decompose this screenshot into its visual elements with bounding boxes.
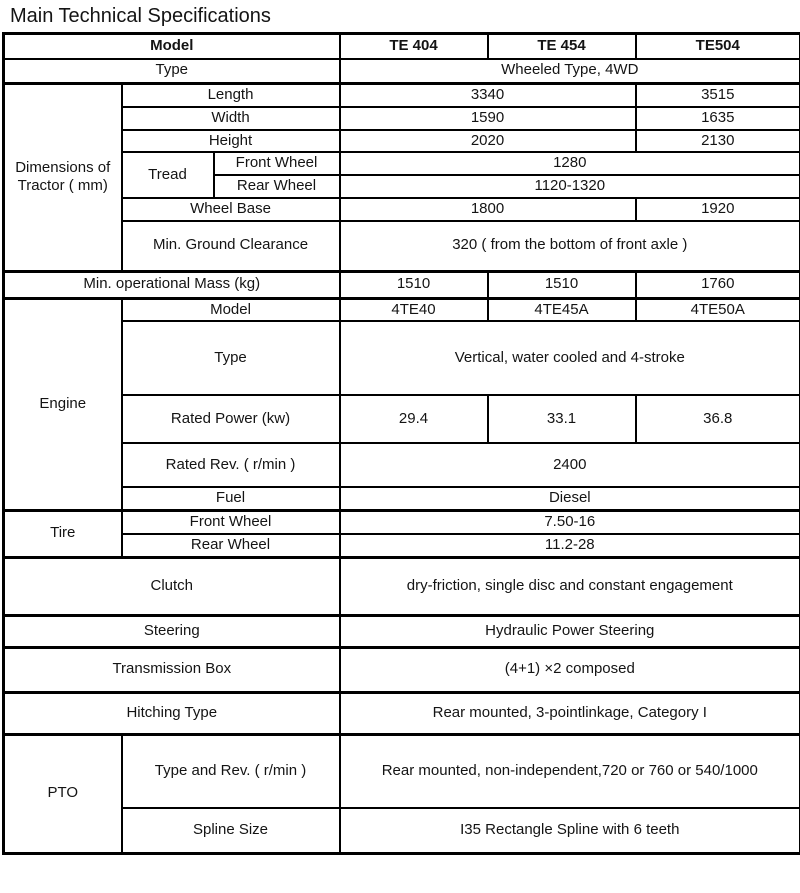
tread-front-wheel-label: Front Wheel bbox=[214, 152, 340, 175]
table-row-pto-type-rev bbox=[4, 734, 800, 808]
table-row-min-ground-clearance bbox=[4, 221, 800, 271]
table-row-height bbox=[4, 130, 800, 153]
table-row-length bbox=[4, 84, 800, 107]
transmission-box-label: Transmission Box bbox=[4, 647, 340, 692]
fuel-label: Fuel bbox=[122, 487, 340, 510]
type-label: Type bbox=[4, 59, 340, 84]
table-row-tire-rear bbox=[4, 534, 800, 557]
table-row-min-operational-mass bbox=[4, 271, 800, 298]
width-value-te404-454: 1590 bbox=[340, 107, 636, 130]
wheel-base-label: Wheel Base bbox=[122, 198, 340, 221]
height-value-te404-454: 2020 bbox=[340, 130, 636, 153]
length-value-te504: 3515 bbox=[636, 84, 800, 107]
tire-front-wheel-label: Front Wheel bbox=[122, 511, 340, 534]
table-row-header bbox=[4, 34, 800, 59]
tread-group-label: Tread bbox=[122, 152, 214, 198]
pto-group-label: PTO bbox=[4, 734, 122, 853]
spline-size-value: I35 Rectangle Spline with 6 teeth bbox=[340, 808, 800, 853]
engine-group-label: Engine bbox=[4, 298, 122, 511]
height-label: Height bbox=[122, 130, 340, 153]
table-row-wheel-base bbox=[4, 198, 800, 221]
engine-model-te404: 4TE40 bbox=[340, 298, 488, 321]
length-label: Length bbox=[122, 84, 340, 107]
table-row-steering bbox=[4, 615, 800, 647]
tread-front-wheel-value: 1280 bbox=[340, 152, 800, 175]
engine-model-te454: 4TE45A bbox=[488, 298, 636, 321]
clutch-value: dry-friction, single disc and constant engagement bbox=[340, 557, 800, 615]
rated-rev-value: 2400 bbox=[340, 443, 800, 487]
width-value-te504: 1635 bbox=[636, 107, 800, 130]
table-row-engine-type bbox=[4, 321, 800, 395]
transmission-box-value: (4+1) ×2 composed bbox=[340, 647, 800, 692]
tire-front-wheel-value: 7.50-16 bbox=[340, 511, 800, 534]
spec-table bbox=[2, 32, 800, 855]
min-ground-clearance-value: 320 ( from the bottom of front axle ) bbox=[340, 221, 800, 271]
rated-rev-label: Rated Rev. ( r/min ) bbox=[122, 443, 340, 487]
table-row-engine-model bbox=[4, 298, 800, 321]
table-row-clutch bbox=[4, 557, 800, 615]
pto-type-rev-value: Rear mounted, non-independent,720 or 760 or 540/1000 bbox=[340, 734, 800, 808]
model-header-label: Model bbox=[4, 34, 340, 59]
min-operational-mass-label: Min. operational Mass (kg) bbox=[4, 271, 340, 298]
table-row-tread-front bbox=[4, 152, 800, 175]
rated-power-te454: 33.1 bbox=[488, 395, 636, 443]
tire-group-label: Tire bbox=[4, 511, 122, 558]
table-row-spline-size bbox=[4, 808, 800, 853]
pto-type-rev-label: Type and Rev. ( r/min ) bbox=[122, 734, 340, 808]
tread-rear-wheel-value: 1120-1320 bbox=[340, 175, 800, 198]
rated-power-te404: 29.4 bbox=[340, 395, 488, 443]
engine-type-label: Type bbox=[122, 321, 340, 395]
length-value-te404-454: 3340 bbox=[340, 84, 636, 107]
table-row-tire-front bbox=[4, 511, 800, 534]
tire-rear-wheel-value: 11.2-28 bbox=[340, 534, 800, 557]
type-value: Wheeled Type, 4WD bbox=[340, 59, 800, 84]
model-te454-header: TE 454 bbox=[488, 34, 636, 59]
rated-power-label: Rated Power (kw) bbox=[122, 395, 340, 443]
table-row-type bbox=[4, 59, 800, 84]
table-row-transmission-box bbox=[4, 647, 800, 692]
min-operational-mass-te454: 1510 bbox=[488, 271, 636, 298]
wheel-base-value-te404-454: 1800 bbox=[340, 198, 636, 221]
dimensions-group-label: Dimensions of Tractor ( mm) bbox=[4, 84, 122, 272]
model-te404-header: TE 404 bbox=[340, 34, 488, 59]
engine-type-value: Vertical, water cooled and 4-stroke bbox=[340, 321, 800, 395]
hitching-type-value: Rear mounted, 3-pointlinkage, Category I bbox=[340, 692, 800, 734]
width-label: Width bbox=[122, 107, 340, 130]
steering-value: Hydraulic Power Steering bbox=[340, 615, 800, 647]
rated-power-te504: 36.8 bbox=[636, 395, 800, 443]
table-row-rated-rev bbox=[4, 443, 800, 487]
tire-rear-wheel-label: Rear Wheel bbox=[122, 534, 340, 557]
min-operational-mass-te404: 1510 bbox=[340, 271, 488, 298]
height-value-te504: 2130 bbox=[636, 130, 800, 153]
wheel-base-value-te504: 1920 bbox=[636, 198, 800, 221]
clutch-label: Clutch bbox=[4, 557, 340, 615]
model-te504-header: TE504 bbox=[636, 34, 800, 59]
spline-size-label: Spline Size bbox=[122, 808, 340, 853]
hitching-type-label: Hitching Type bbox=[4, 692, 340, 734]
table-row-width bbox=[4, 107, 800, 130]
tread-rear-wheel-label: Rear Wheel bbox=[214, 175, 340, 198]
page-title: Main Technical Specifications bbox=[10, 5, 271, 27]
engine-model-label: Model bbox=[122, 298, 340, 321]
steering-label: Steering bbox=[4, 615, 340, 647]
table-row-fuel bbox=[4, 487, 800, 510]
table-row-hitching-type bbox=[4, 692, 800, 734]
engine-model-te504: 4TE50A bbox=[636, 298, 800, 321]
fuel-value: Diesel bbox=[340, 487, 800, 510]
min-operational-mass-te504: 1760 bbox=[636, 271, 800, 298]
min-ground-clearance-label: Min. Ground Clearance bbox=[122, 221, 340, 271]
table-row-rated-power bbox=[4, 395, 800, 443]
